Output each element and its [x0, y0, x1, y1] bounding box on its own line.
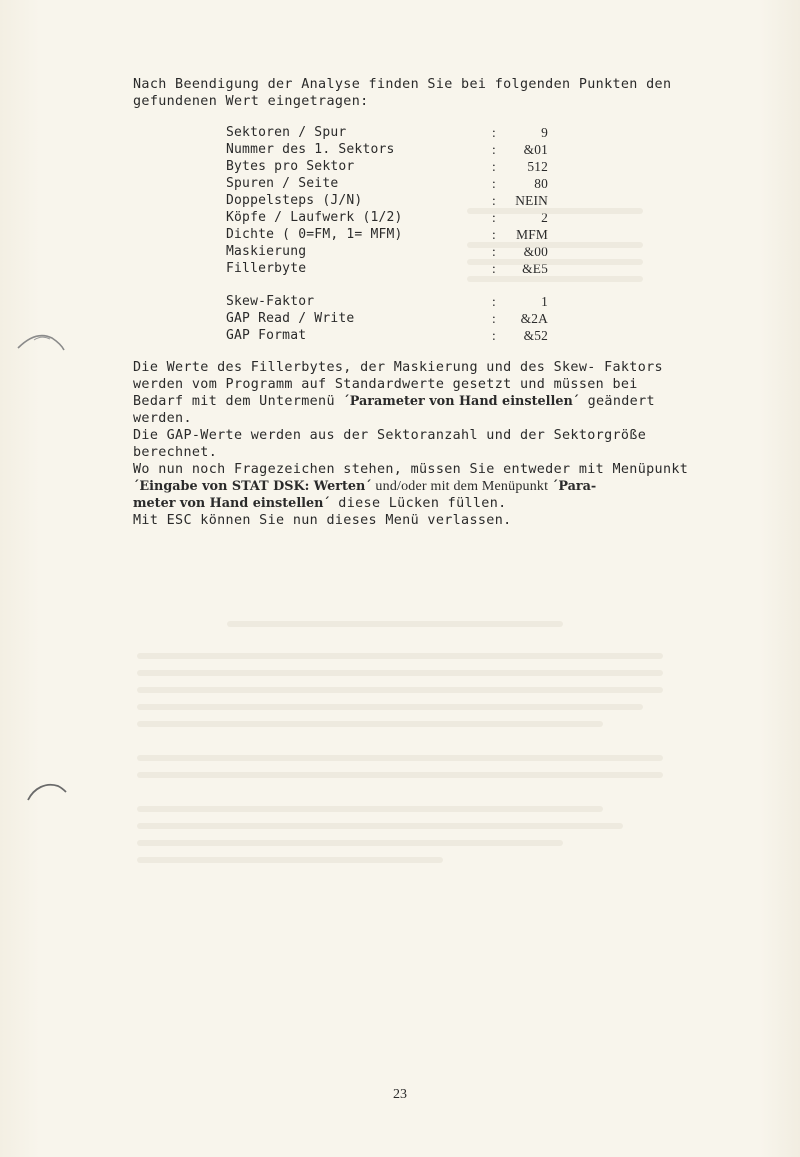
parameter-value: &00 — [523, 244, 548, 259]
separator: : — [492, 311, 496, 326]
body-line: werden vom Programm auf Standardwerte gesetzt und müssen bei — [133, 377, 638, 392]
separator: : — [492, 210, 496, 225]
parameter-label: GAP Format — [226, 328, 307, 343]
menu-reference: meter von Hand einstellen´ — [133, 496, 330, 511]
body-text: diese Lücken füllen. — [329, 496, 507, 511]
parameter-label: Spuren / Seite — [226, 176, 339, 191]
parameter-label: Doppelsteps (J/N) — [226, 193, 363, 208]
body-text: und/oder mit dem Menüpunkt — [371, 479, 552, 494]
body-text: geändert — [579, 394, 655, 409]
body-line: Wo nun noch Fragezeichen stehen, müssen Sie entweder mit Menüpunkt — [133, 462, 689, 477]
menu-reference: ´Parameter von Hand einstellen´ — [343, 394, 580, 409]
binder-hole-mark — [14, 326, 70, 356]
parameter-label: Skew-Faktor — [226, 294, 315, 309]
separator: : — [492, 227, 496, 242]
separator: : — [492, 261, 496, 276]
separator: : — [492, 244, 496, 259]
separator: : — [492, 193, 496, 208]
parameter-value: 2 — [541, 210, 548, 225]
separator: : — [492, 176, 496, 191]
body-line: werden. — [133, 411, 192, 426]
parameter-value: &01 — [523, 142, 548, 157]
separator: : — [492, 294, 496, 309]
parameter-value: &2A — [520, 311, 548, 326]
binder-hole-mark — [22, 776, 72, 806]
intro-line: Nach Beendigung der Analyse finden Sie bei folgenden Punkten den — [133, 77, 672, 92]
parameter-value: 9 — [541, 125, 548, 140]
menu-reference: ´Para- — [551, 479, 597, 494]
page-number: 23 — [393, 1087, 407, 1102]
menu-reference: ´Eingabe von STAT DSK: Werten´ — [133, 479, 372, 494]
parameter-label: Sektoren / Spur — [226, 125, 347, 140]
parameter-label: Dichte ( 0=FM, 1= MFM) — [226, 227, 403, 242]
parameter-label: Köpfe / Laufwerk (1/2) — [226, 210, 403, 225]
parameter-value: 512 — [527, 159, 548, 174]
intro-line: gefundenen Wert eingetragen: — [133, 94, 369, 109]
separator: : — [492, 125, 496, 140]
parameter-value: 1 — [541, 294, 548, 309]
body-text: Bedarf mit dem Untermenü — [133, 394, 344, 409]
body-line: Die GAP-Werte werden aus der Sektoranzahl und der Sektorgröße — [133, 428, 647, 443]
separator: : — [492, 159, 496, 174]
parameter-label: GAP Read / Write — [226, 311, 355, 326]
parameter-label: Maskierung — [226, 244, 307, 259]
parameter-label: Bytes pro Sektor — [226, 159, 355, 174]
parameter-label: Fillerbyte — [226, 261, 307, 276]
separator: : — [492, 142, 496, 157]
parameter-label: Nummer des 1. Sektors — [226, 142, 395, 157]
parameter-value: MFM — [516, 227, 548, 242]
parameter-value: NEIN — [515, 193, 548, 208]
separator: : — [492, 328, 496, 343]
parameter-value: 80 — [534, 176, 548, 191]
body-line: Mit ESC können Sie nun dieses Menü verlassen. — [133, 513, 512, 528]
parameter-value: &52 — [523, 328, 548, 343]
body-line: berechnet. — [133, 445, 218, 460]
body-line: Die Werte des Fillerbytes, der Maskierung und des Skew- Faktors — [133, 360, 663, 375]
parameter-value: &E5 — [522, 261, 548, 276]
